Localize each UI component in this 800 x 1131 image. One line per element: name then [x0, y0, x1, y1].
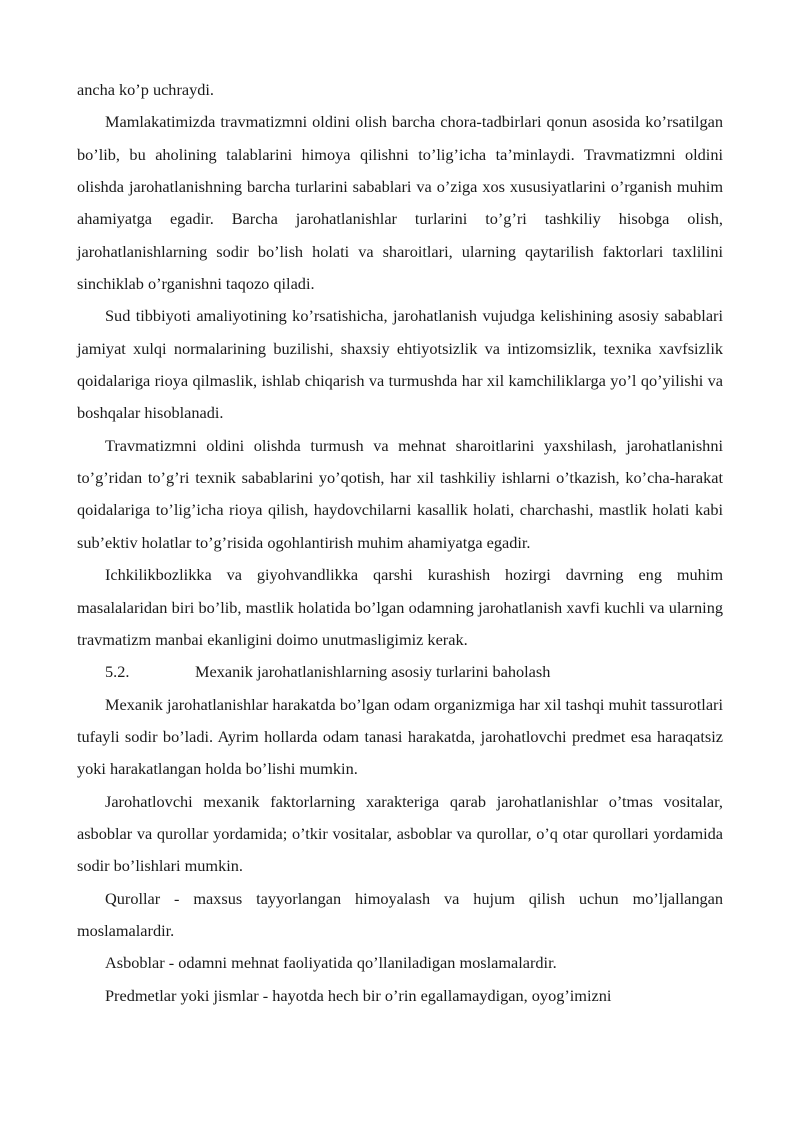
- paragraph-continuation: ancha ko’p uchraydi.: [77, 80, 214, 99]
- paragraph-mechanical-injuries: Mexanik jarohatlanishlar harakatda bo’lgan odam organizmiga har xil tashqi muhit tassurotlari tufayli sodir bo’ladi. Ayrim hollarda odam tanasi harakatda, jarohatlovchi predmet esa haraqatsiz yoki harakatlangan holda bo’lishi mumkin.: [77, 694, 723, 779]
- paragraph-alcohol-drugs: Ichkilikbozlikka va giyohvandlikka qarshi kurashish hozirgi davrning eng muhim masalalaridan biri bo’lib, mastlik holatida bo’lgan odamning jarohatlanish xavfi kuchli va ularning travmatizm manbai ekanligini doimo unutmasligimiz kerak.: [77, 565, 723, 649]
- paragraph-prevention-measures: Travmatizmni oldini olishda turmush va mehnat sharoitlarini yaxshilash, jarohatlanishni to’g’ridan to’g’ri texnik sabablarini yo’qotish, har xil tashkiliy ishlarni o’tkazish, ko’cha-harakat qoidalariga to’lig’icha rioya qilish, haydovchilarni kasallik holati, charchashi, mastlik holati kabi sub’ektiv holatlar to’g’risida ogohlantirish muhim ahamiyatga egadir.: [77, 435, 723, 552]
- section-heading: [77, 656, 723, 688]
- paragraph-weapons-definition: Qurollar - maxsus tayyorlangan himoyalash va hujum qilish uchun mo’ljallangan moslamalardir.: [77, 888, 723, 940]
- document-page: [77, 74, 723, 1012]
- section-title: Mexanik jarohatlanishlarning asosiy turlarini baholash: [195, 662, 551, 682]
- paragraph-tools-definition: Asboblar - odamni mehnat faoliyatida qo’llaniladigan moslamalardir.: [105, 953, 557, 973]
- paragraph-mechanical-factors: Jarohatlovchi mexanik faktorlarning xarakteriga qarab jarohatlanishlar o’tmas vositalar, asboblar va qurollar yordamida; o’tkir vositalar, asboblar va qurollar, o’q otar qurollari yordamida sodir bo’lishlari mumkin.: [77, 791, 723, 876]
- paragraph-travmatizm-prevention-law: Mamlakatimizda travmatizmni oldini olish barcha chora-tadbirlari qonun asosida ko’rsatilgan bo’lib, bu aholining talablarini himoya qilishni to’lig’icha ta’minlaydi. Travmatizmni oldini olishda jarohatlanishning barcha turlarini sabablari va o’ziga xos xususiyatlarini o’rganish muhim ahamiyatga egadir. Barcha jarohatlanishlar turlarini to’g’ri tashkiliy hisobga olish, jarohatlanishlarning sodir bo’lish holati va sharoitlari, ularning qaytarilish faktorlari taxlilini sinchiklab o’rganishni taqozo qiladi.: [77, 112, 723, 294]
- paragraph-forensic-practice: Sud tibbiyoti amaliyotining ko’rsatishicha, jarohatlanish vujudga kelishining asosiy sabablari jamiyat xulqi normalarining buzilishi, shaxsiy ehtiyotsizlik va intizomsizlik, texnika xavfsizlik qoidalariga rioya qilmaslik, ishlab chiqarish va turmushda har xil kamchiliklarga yo’l qo’yilishi va boshqalar hisoblanadi.: [77, 306, 723, 423]
- paragraph-objects-definition: Predmetlar yoki jismlar - hayotda hech bir o’rin egallamaydigan, oyog’imizni: [105, 985, 612, 1005]
- section-number: 5.2.: [105, 662, 130, 682]
